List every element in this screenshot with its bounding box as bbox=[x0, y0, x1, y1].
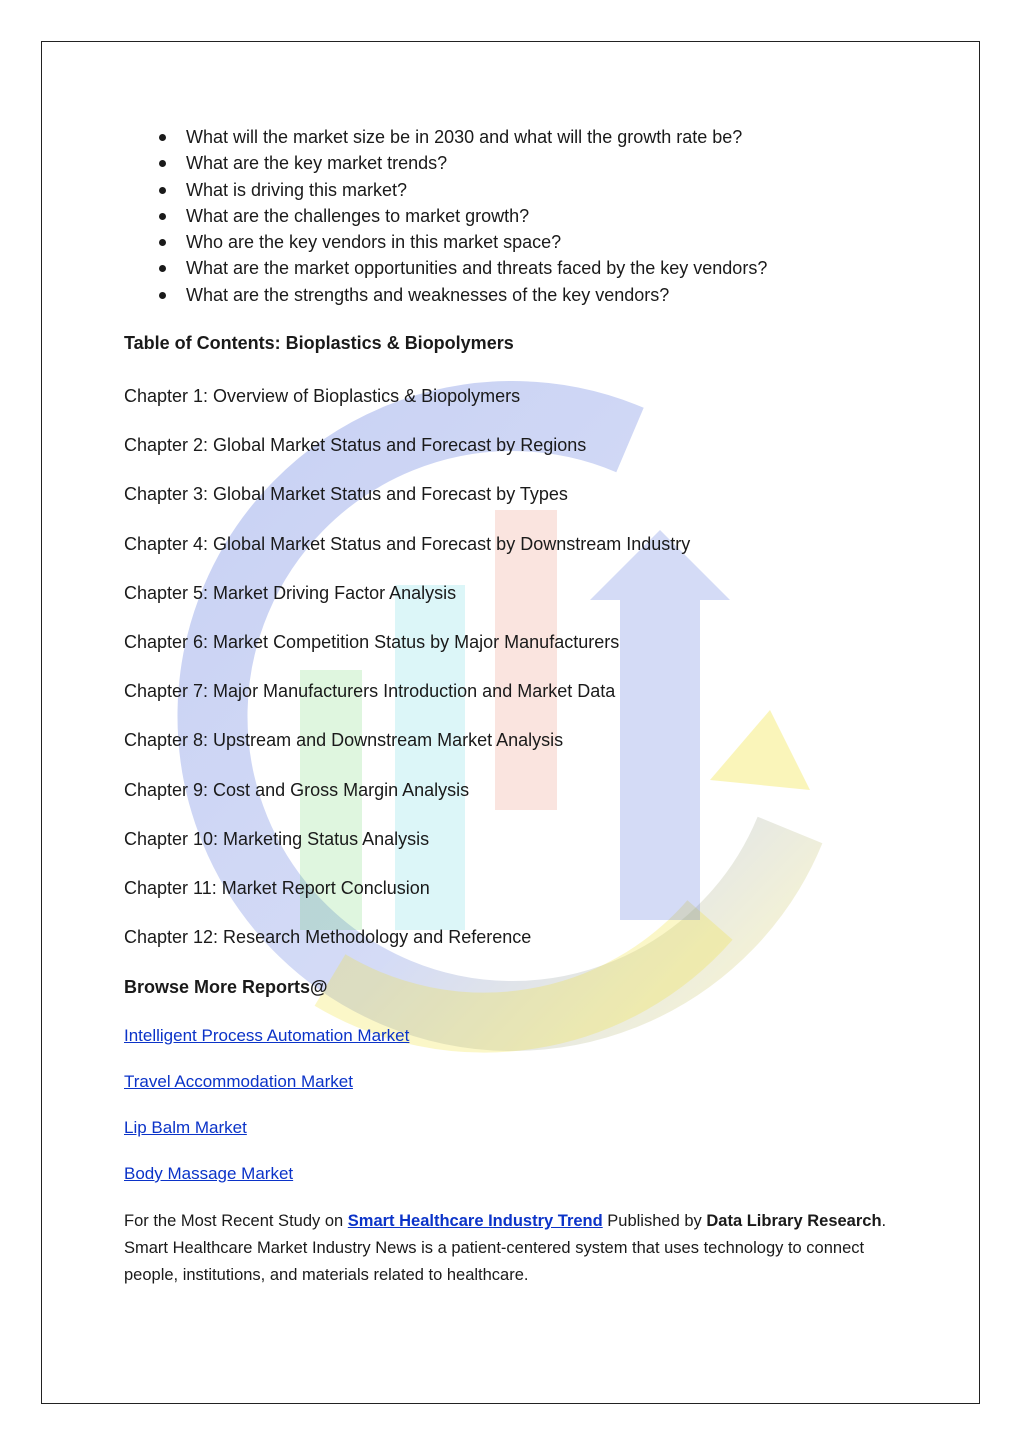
toc-chapter-12: Chapter 12: Research Methodology and Reference bbox=[124, 927, 532, 947]
smart-healthcare-trend-link[interactable]: Smart Healthcare Industry Trend bbox=[347, 1212, 603, 1230]
toc-chapter-10: Chapter 10: Marketing Status Analysis bbox=[124, 829, 430, 849]
list-item: What are the market opportunities and threats faced by the key vendors? bbox=[124, 255, 914, 281]
toc-chapter-7: Chapter 7: Major Manufacturers Introduction and Market Data bbox=[124, 681, 616, 701]
footer-prefix: For the Most Recent Study on bbox=[124, 1212, 348, 1230]
watermark-logo bbox=[150, 360, 870, 1060]
footer-period: . bbox=[881, 1212, 887, 1230]
toc-chapter-11: Chapter 11: Market Report Conclusion bbox=[124, 878, 430, 898]
footer-paragraph bbox=[124, 1208, 914, 1289]
report-link-travel-accommodation[interactable]: Travel Accommodation Market bbox=[124, 1072, 353, 1091]
list-item: What is driving this market? bbox=[124, 177, 914, 203]
footer-middle: Published by bbox=[602, 1212, 707, 1230]
footer-body: Smart Healthcare Market Industry News is a patient-centered system that uses technology to connect people, institutions, and materials related to healthcare. bbox=[124, 1239, 865, 1284]
toc-title: Table of Contents: Bioplastics & Biopolymers bbox=[124, 333, 514, 353]
toc-chapter-8: Chapter 8: Upstream and Downstream Market Analysis bbox=[124, 730, 564, 750]
list-item: What will the market size be in 2030 and what will the growth rate be? bbox=[124, 124, 914, 150]
toc-chapter-6: Chapter 6: Market Competition Status by Major Manufacturers bbox=[124, 632, 620, 652]
toc-chapter-2: Chapter 2: Global Market Status and Forecast by Regions bbox=[124, 435, 587, 455]
list-item: What are the key market trends? bbox=[124, 150, 914, 176]
list-item: Who are the key vendors in this market space? bbox=[124, 229, 914, 255]
toc-chapter-4: Chapter 4: Global Market Status and Forecast by Downstream Industry bbox=[124, 534, 691, 554]
publisher-name: Data Library Research bbox=[706, 1212, 882, 1230]
toc-chapter-3: Chapter 3: Global Market Status and Forecast by Types bbox=[124, 484, 568, 504]
toc-chapter-5: Chapter 5: Market Driving Factor Analysis bbox=[124, 583, 457, 603]
list-item: What are the challenges to market growth? bbox=[124, 203, 914, 229]
question-list bbox=[124, 124, 914, 308]
toc-chapter-1: Chapter 1: Overview of Bioplastics & Biopolymers bbox=[124, 386, 521, 406]
browse-more-heading: Browse More Reports@ bbox=[124, 977, 328, 997]
report-link-intelligent-process-automation[interactable]: Intelligent Process Automation Market bbox=[124, 1026, 410, 1045]
document-content bbox=[124, 124, 914, 1284]
list-item: What are the strengths and weaknesses of the key vendors? bbox=[124, 282, 914, 308]
toc-chapter-9: Chapter 9: Cost and Gross Margin Analysis bbox=[124, 780, 470, 800]
report-link-body-massage[interactable]: Body Massage Market bbox=[124, 1164, 294, 1183]
report-link-lip-balm[interactable]: Lip Balm Market bbox=[124, 1118, 247, 1137]
